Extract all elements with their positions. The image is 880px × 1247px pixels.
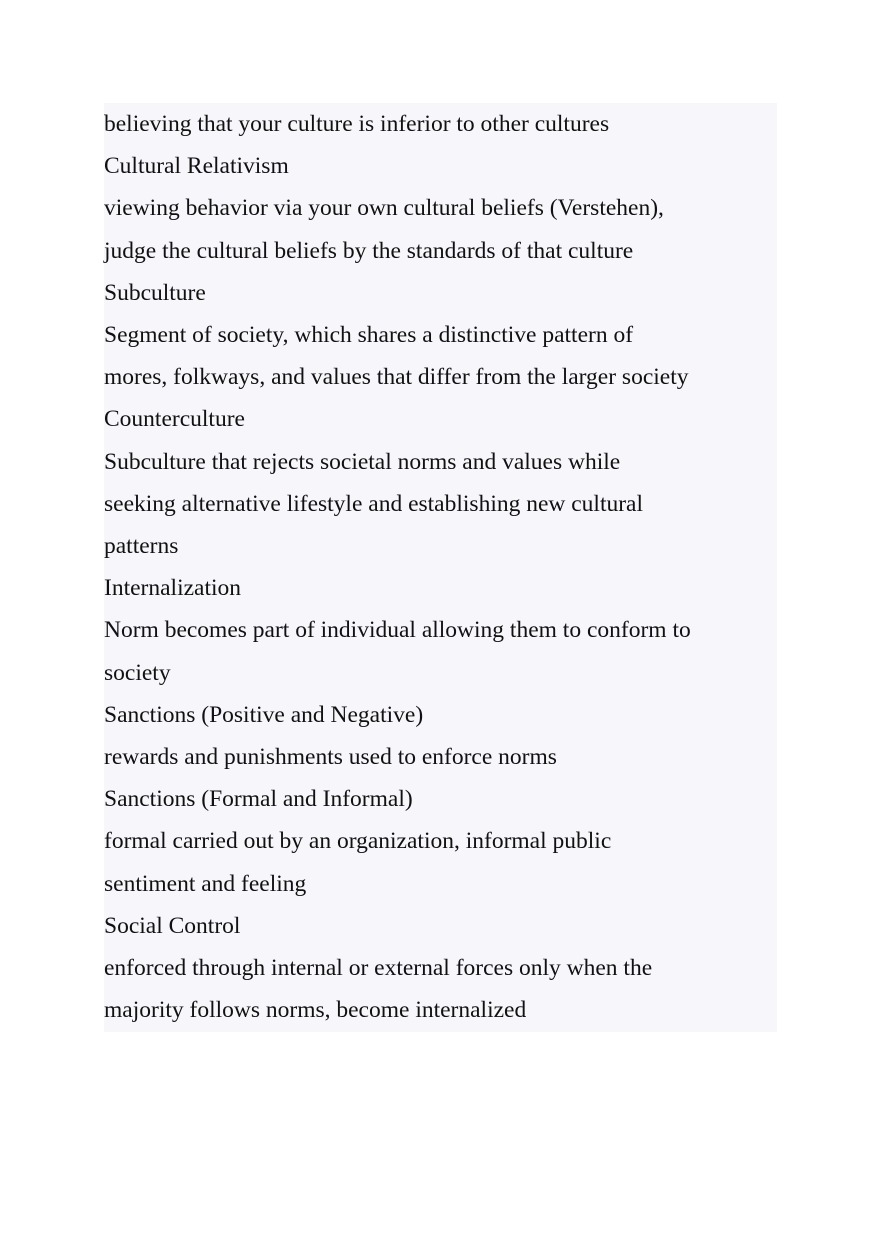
- definition-line: Segment of society, which shares a distinctive pattern of: [104, 322, 634, 349]
- definition-line: formal carried out by an organization, informal public: [104, 828, 612, 855]
- term-line: Subculture: [104, 279, 206, 306]
- document-text-block: [104, 103, 777, 1032]
- definition-line: majority follows norms, become internalized: [104, 997, 527, 1024]
- definition-line: rewards and punishments used to enforce norms: [104, 744, 557, 771]
- definition-line: patterns: [104, 533, 179, 560]
- term-line: Sanctions (Positive and Negative): [104, 701, 424, 728]
- definition-line: enforced through internal or external forces only when the: [104, 955, 653, 982]
- definition-line: believing that your culture is inferior to other cultures: [104, 111, 610, 137]
- definition-line: Norm becomes part of individual allowing them to conform to: [104, 617, 691, 644]
- term-line: Sanctions (Formal and Informal): [104, 786, 413, 813]
- definition-line: viewing behavior via your own cultural beliefs (Verstehen),: [104, 195, 664, 222]
- definition-line: sentiment and feeling: [104, 870, 307, 897]
- term-line: Cultural Relativism: [104, 153, 289, 180]
- definition-line: Subculture that rejects societal norms and values while: [104, 448, 621, 475]
- term-line: Internalization: [104, 575, 242, 602]
- definition-line: society: [104, 659, 171, 686]
- term-line: Social Control: [104, 912, 241, 939]
- definition-line: seeking alternative lifestyle and establishing new cultural: [104, 490, 644, 517]
- term-line: Counterculture: [104, 406, 245, 433]
- definition-line: mores, folkways, and values that differ from the larger society: [104, 364, 689, 391]
- definition-line: judge the cultural beliefs by the standards of that culture: [104, 237, 634, 264]
